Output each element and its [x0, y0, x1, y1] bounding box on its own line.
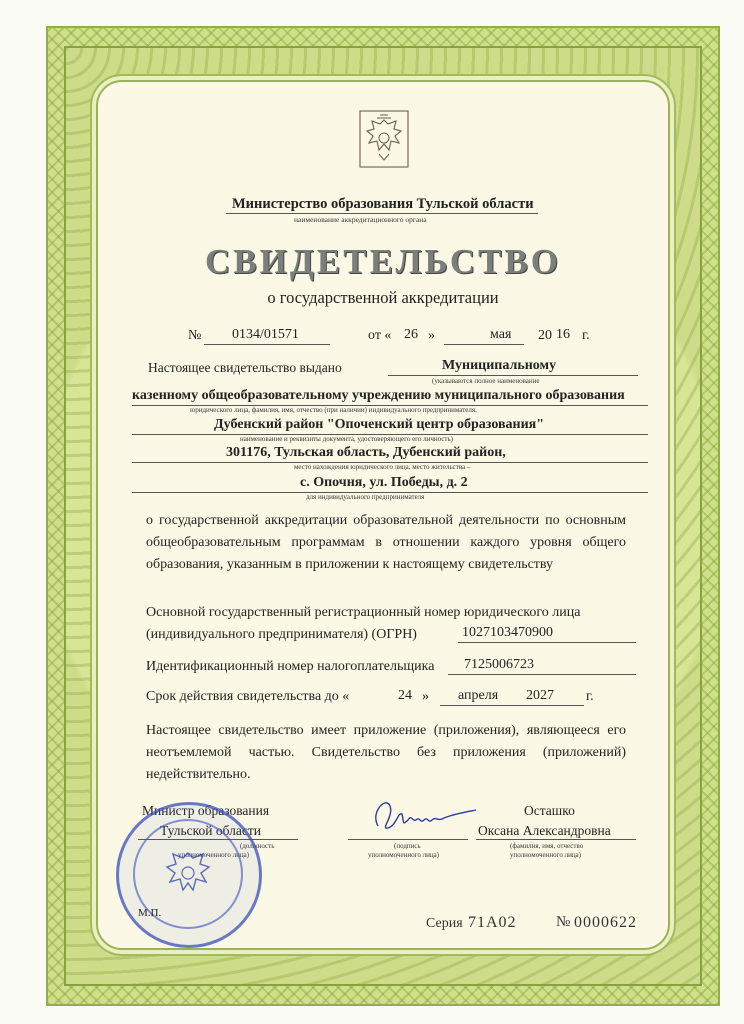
inn-value: 7125006723 — [464, 657, 534, 672]
validity-year: 2027 — [526, 688, 554, 703]
accreditation-paragraph: о государственной аккредитации образовательной деятельности по основным общеобразовательным программам в отношении каждого уровня общего образования, указанным в приложении к настоящему свидетельству — [146, 513, 626, 572]
issued-caption-1: (указываются полное наименование — [432, 377, 540, 385]
ogrn-value: 1027103470900 — [462, 625, 553, 640]
issued-line-2: казенному общеобразовательному учреждению муниципального образования — [132, 388, 625, 403]
official-seal-icon — [116, 802, 262, 948]
issued-label: Настоящее свидетельство выдано — [148, 360, 342, 375]
series-label: Серия — [426, 916, 463, 931]
issue-month: мая — [490, 327, 512, 342]
document-title: СВИДЕТЕЛЬСТВО — [204, 242, 562, 281]
date-from-label: от « — [368, 328, 392, 343]
russian-coat-of-arms-icon — [359, 110, 409, 168]
validity-label: Срок действия свидетельства до « — [146, 689, 350, 704]
authority-name: Министерство образования Тульской области — [232, 196, 534, 212]
inn-underline — [448, 674, 636, 675]
issued-line-1: Муниципальному — [442, 358, 557, 373]
authority-caption: наименование аккредитационного органа — [294, 215, 427, 224]
validity-day-close: » — [422, 689, 429, 704]
position-caption-2: уполномоченного лица) — [178, 851, 249, 859]
position-caption-1: (должность — [240, 842, 275, 850]
certificate-body — [96, 80, 670, 950]
validity-day: 24 — [398, 688, 412, 703]
issued-line-4: 301176, Тульская область, Дубенский район, — [226, 445, 506, 460]
issued-underline-1 — [388, 375, 638, 376]
issued-line-3: Дубенский район "Опоченский центр образования" — [214, 417, 545, 432]
validity-month: апреля — [458, 688, 499, 703]
inn-label: Идентификационный номер налогоплательщика — [146, 659, 435, 674]
authority-underline — [226, 213, 538, 214]
name-caption-2: уполномоченного лица) — [510, 851, 581, 859]
year-prefix: 20 — [538, 328, 552, 343]
year-suffix: 16 — [556, 327, 570, 342]
issued-line-5: с. Опочня, ул. Победы, д. 2 — [300, 475, 468, 490]
issued-caption-3: наименование и реквизиты документа, удостоверяющего его личность) — [240, 435, 453, 443]
serial-number-label: № — [556, 914, 571, 930]
certificate-number: 0134/01571 — [232, 327, 299, 342]
serial-number: 0000622 — [574, 914, 637, 931]
series-value: 71А02 — [468, 914, 517, 931]
month-underline — [444, 344, 524, 345]
validity-year-end: г. — [586, 689, 594, 704]
issued-caption-2: юридического лица, фамилия, имя, отчество (при наличии) индивидуального предпринимателя, — [190, 406, 477, 414]
signature-caption-2: уполномоченного лица) — [368, 851, 439, 859]
validity-year-underline — [508, 705, 584, 706]
ogrn-label-2: (индивидуального предпринимателя) (ОГРН) — [146, 627, 417, 642]
stamp-place-label: М.П. — [138, 907, 162, 919]
issue-day: 26 — [404, 327, 418, 342]
signatory-position-1: Министр образования — [142, 803, 270, 818]
year-end: г. — [582, 328, 590, 343]
name-caption-1: (фамилия, имя, отчество — [510, 842, 584, 850]
signatory-position-2: Тульской области — [160, 823, 261, 838]
name-underline — [476, 839, 636, 840]
issued-caption-4: место нахождения юридического лица, место жительства – — [294, 463, 471, 471]
signatory-surname: Осташко — [524, 803, 575, 818]
ogrn-label-1: Основной государственный регистрационный номер юридического лица — [146, 605, 581, 620]
number-label: № — [188, 328, 202, 343]
issued-caption-5: для индивидуального предпринимателя — [306, 493, 425, 501]
handwritten-signature — [368, 792, 478, 842]
signatory-name: Оксана Александровна — [478, 823, 611, 838]
attachment-paragraph: Настоящее свидетельство имеет приложение (приложения), являющееся его неотъемлемой частью. Свидетельство без приложения (приложений) недействительно. — [146, 723, 626, 782]
signature-caption-1: (подпись — [394, 842, 421, 850]
signature-underline — [348, 839, 468, 840]
ogrn-underline — [458, 642, 636, 643]
number-underline — [204, 344, 330, 345]
document-subtitle: о государственной аккредитации — [267, 288, 499, 307]
day-close-quote: » — [428, 328, 435, 343]
